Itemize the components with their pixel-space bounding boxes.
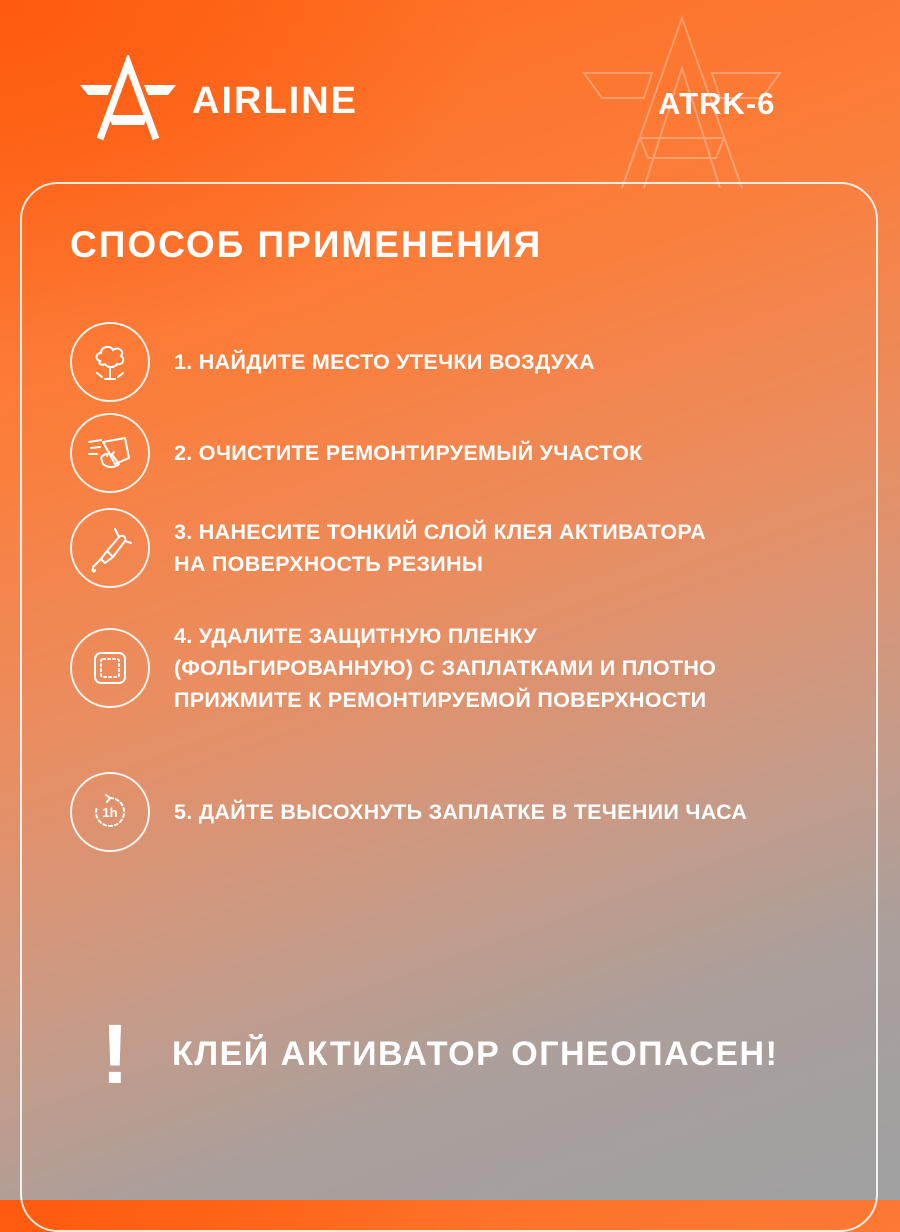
- step-4-line-3: ПРИЖМИТЕ К РЕМОНТИРУЕМОЙ ПОВЕРХНОСТИ: [174, 688, 707, 712]
- step-1: [70, 322, 595, 402]
- one-hour-timer-icon: [70, 772, 150, 852]
- wipe-cloth-icon: [70, 413, 150, 493]
- air-leak-icon: [70, 322, 150, 402]
- step-3-line-1: 3. НАНЕСИТЕ ТОНКИЙ СЛОЙ КЛЕЯ АКТИВАТОРА: [174, 520, 706, 544]
- step-3-line-2: НА ПОВЕРХНОСТЬ РЕЗИНЫ: [174, 552, 484, 576]
- step-3-text: [174, 516, 706, 580]
- glue-tube-icon: [70, 508, 150, 588]
- timer-label: 1h: [102, 805, 118, 820]
- step-2-line-1: 2. ОЧИСТИТЕ РЕМОНТИРУЕМЫЙ УЧАСТОК: [174, 441, 643, 465]
- exclamation-icon: !: [101, 1007, 129, 1101]
- logo: [78, 55, 358, 145]
- brand-name: AIRLINE: [192, 79, 358, 122]
- step-5-line-1: 5. ДАЙТЕ ВЫСОХНУТЬ ЗАПЛАТКЕ В ТЕЧЕНИИ ЧАСА: [174, 800, 748, 824]
- step-4: [70, 620, 716, 716]
- airline-star-logo-icon: [78, 55, 178, 145]
- step-1-line-1: 1. НАЙДИТЕ МЕСТО УТЕЧКИ ВОЗДУХА: [174, 350, 595, 374]
- step-2: [70, 413, 643, 493]
- step-1-text: [174, 346, 595, 378]
- step-3: [70, 508, 706, 588]
- model-code: ATRK-6: [658, 86, 776, 121]
- patch-icon: [70, 628, 150, 708]
- step-4-text: [174, 620, 716, 716]
- warning: [100, 1007, 779, 1101]
- step-4-line-2: (ФОЛЬГИРОВАННУЮ) С ЗАПЛАТКАМИ И ПЛОТНО: [174, 656, 717, 680]
- step-4-line-1: 4. УДАЛИТЕ ЗАЩИТНУЮ ПЛЕНКУ: [174, 624, 538, 648]
- step-5: [70, 772, 747, 852]
- step-2-text: [174, 437, 643, 469]
- step-5-text: [174, 796, 747, 828]
- warning-text: КЛЕЙ АКТИВАТОР ОГНЕОПАСЕН!: [172, 1034, 779, 1073]
- page-title: СПОСОБ ПРИМЕНЕНИЯ: [70, 224, 543, 265]
